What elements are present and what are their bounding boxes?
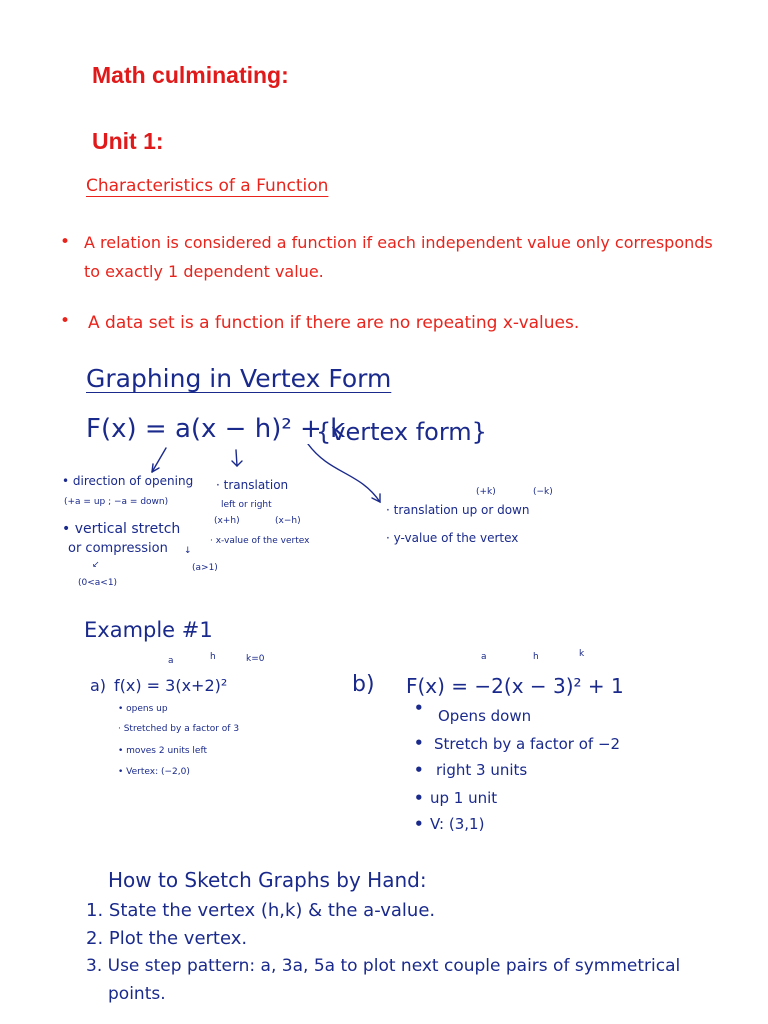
example-b-item: up 1 unit [430, 789, 498, 807]
vertex-formula-tag: {vertex form} [316, 418, 487, 446]
example-b-item: Stretch by a factor of −2 [434, 735, 621, 753]
section-heading-vertex-form: Graphing in Vertex Form [86, 364, 392, 393]
bullet-dot: • [414, 789, 424, 807]
sketch-step: 2. Plot the vertex. [86, 928, 248, 949]
bullet-text: to exactly 1 dependent value. [84, 262, 324, 281]
sketch-step: 1. State the vertex (h,k) & the a-value. [86, 900, 436, 921]
bullet-dot: • [60, 232, 71, 252]
note-a-compression-range: (0<a<1) [78, 578, 118, 588]
example-a-item: • Vertex: (−2,0) [118, 767, 190, 777]
vertex-formula: F(x) = a(x − h)² + k [86, 414, 346, 444]
section-heading-characteristics: Characteristics of a Function [86, 176, 329, 196]
mark-a: a [481, 652, 487, 662]
note-h-left: (x+h) [214, 516, 240, 526]
bullet-dot: • [414, 699, 424, 717]
sketch-heading: How to Sketch Graphs by Hand: [108, 868, 427, 892]
note-a-stretch: • vertical stretch [62, 521, 181, 537]
bullet-dot: • [414, 734, 424, 752]
note-h-xvalue: · x-value of the vertex [210, 536, 310, 546]
note-k-minus: (−k) [533, 487, 553, 497]
note-a-signs: (+a = up ; −a = down) [64, 497, 169, 507]
bullet-dot: • [414, 761, 424, 779]
note-h-translation: · translation [216, 478, 289, 492]
example-b-item: Opens down [438, 707, 532, 725]
mark-h: h [533, 652, 539, 662]
example-a-item: • moves 2 units left [118, 746, 208, 756]
page-title: Math culminating: [92, 62, 289, 88]
note-a-compression: or compression [68, 541, 168, 556]
mark-k: k [579, 649, 585, 659]
note-k-plus: (+k) [476, 487, 496, 497]
note-k-yvalue: · y-value of the vertex [386, 531, 519, 545]
arrow-mark: ↙ [92, 560, 100, 570]
example-a-label: a) [90, 676, 107, 695]
bullet-dot: • [60, 311, 71, 331]
note-k-translation: · translation up or down [386, 503, 530, 517]
example-heading: Example #1 [84, 618, 213, 642]
example-a-item: · Stretched by a factor of 3 [118, 724, 240, 734]
bullet-dot: • [414, 815, 424, 833]
example-b-item: right 3 units [436, 761, 528, 779]
sketch-step: points. [108, 984, 166, 1004]
mark-h: h [210, 652, 216, 662]
note-h-right: (x−h) [275, 516, 301, 526]
example-b-label: b) [352, 672, 375, 697]
arrow-mark: ↓ [184, 546, 192, 556]
example-a-item: • opens up [118, 704, 168, 714]
sketch-step: 3. Use step pattern: a, 3a, 5a to plot next couple pairs of symmetrical [86, 956, 681, 976]
unit-heading: Unit 1: [92, 128, 164, 154]
note-a-direction: • direction of opening [62, 474, 194, 488]
note-a-stretch-range: (a>1) [192, 563, 218, 573]
example-a-formula: f(x) = 3(x+2)² [114, 676, 228, 695]
example-b-formula: F(x) = −2(x − 3)² + 1 [406, 674, 624, 698]
mark-k: k=0 [246, 654, 265, 664]
example-b-item: V: (3,1) [430, 815, 485, 833]
bullet-text: A data set is a function if there are no repeating x-values. [88, 313, 580, 333]
bullet-text: A relation is considered a function if each independent value only corresponds [84, 233, 713, 252]
note-h-direction: left or right [221, 500, 272, 510]
mark-a: a [168, 656, 174, 666]
